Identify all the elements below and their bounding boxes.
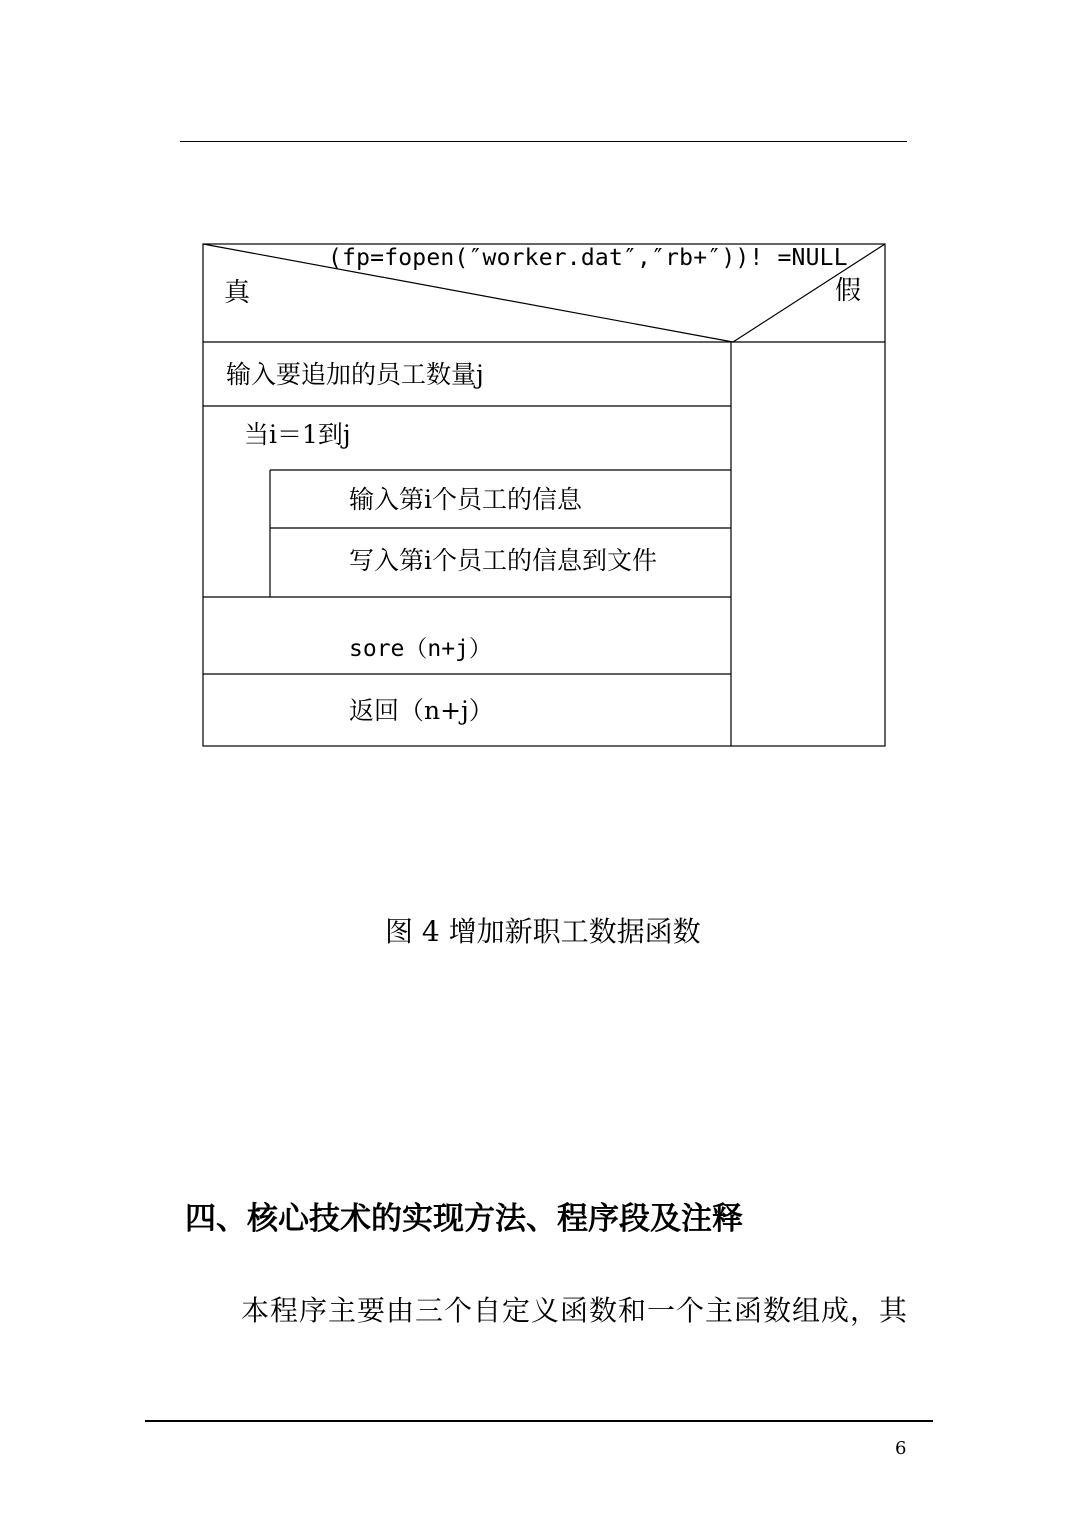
figure-caption: 图 4 增加新职工数据函数	[385, 915, 701, 948]
step-input-info: 输入第i个员工的信息	[349, 485, 582, 514]
section-heading: 四、核心技术的实现方法、程序段及注释	[185, 1201, 743, 1237]
step-sore: sore（n+j）	[349, 636, 492, 662]
page-number: 6	[895, 1438, 907, 1459]
step-loop: 当i＝1到j	[244, 420, 351, 449]
false-branch-label: 假	[835, 276, 862, 306]
step-write-info: 写入第i个员工的信息到文件	[349, 546, 657, 575]
condition-text: (fp=fopen(″worker.dat″,″rb+″))! =NULL	[328, 245, 848, 271]
step-return: 返回（n+j）	[349, 696, 494, 725]
true-branch-label: 真	[224, 278, 251, 308]
body-paragraph: 本程序主要由三个自定义函数和一个主函数组成，其	[241, 1294, 909, 1327]
step-input-count: 输入要追加的员工数量j	[226, 360, 484, 389]
footer-rule	[145, 1420, 933, 1422]
